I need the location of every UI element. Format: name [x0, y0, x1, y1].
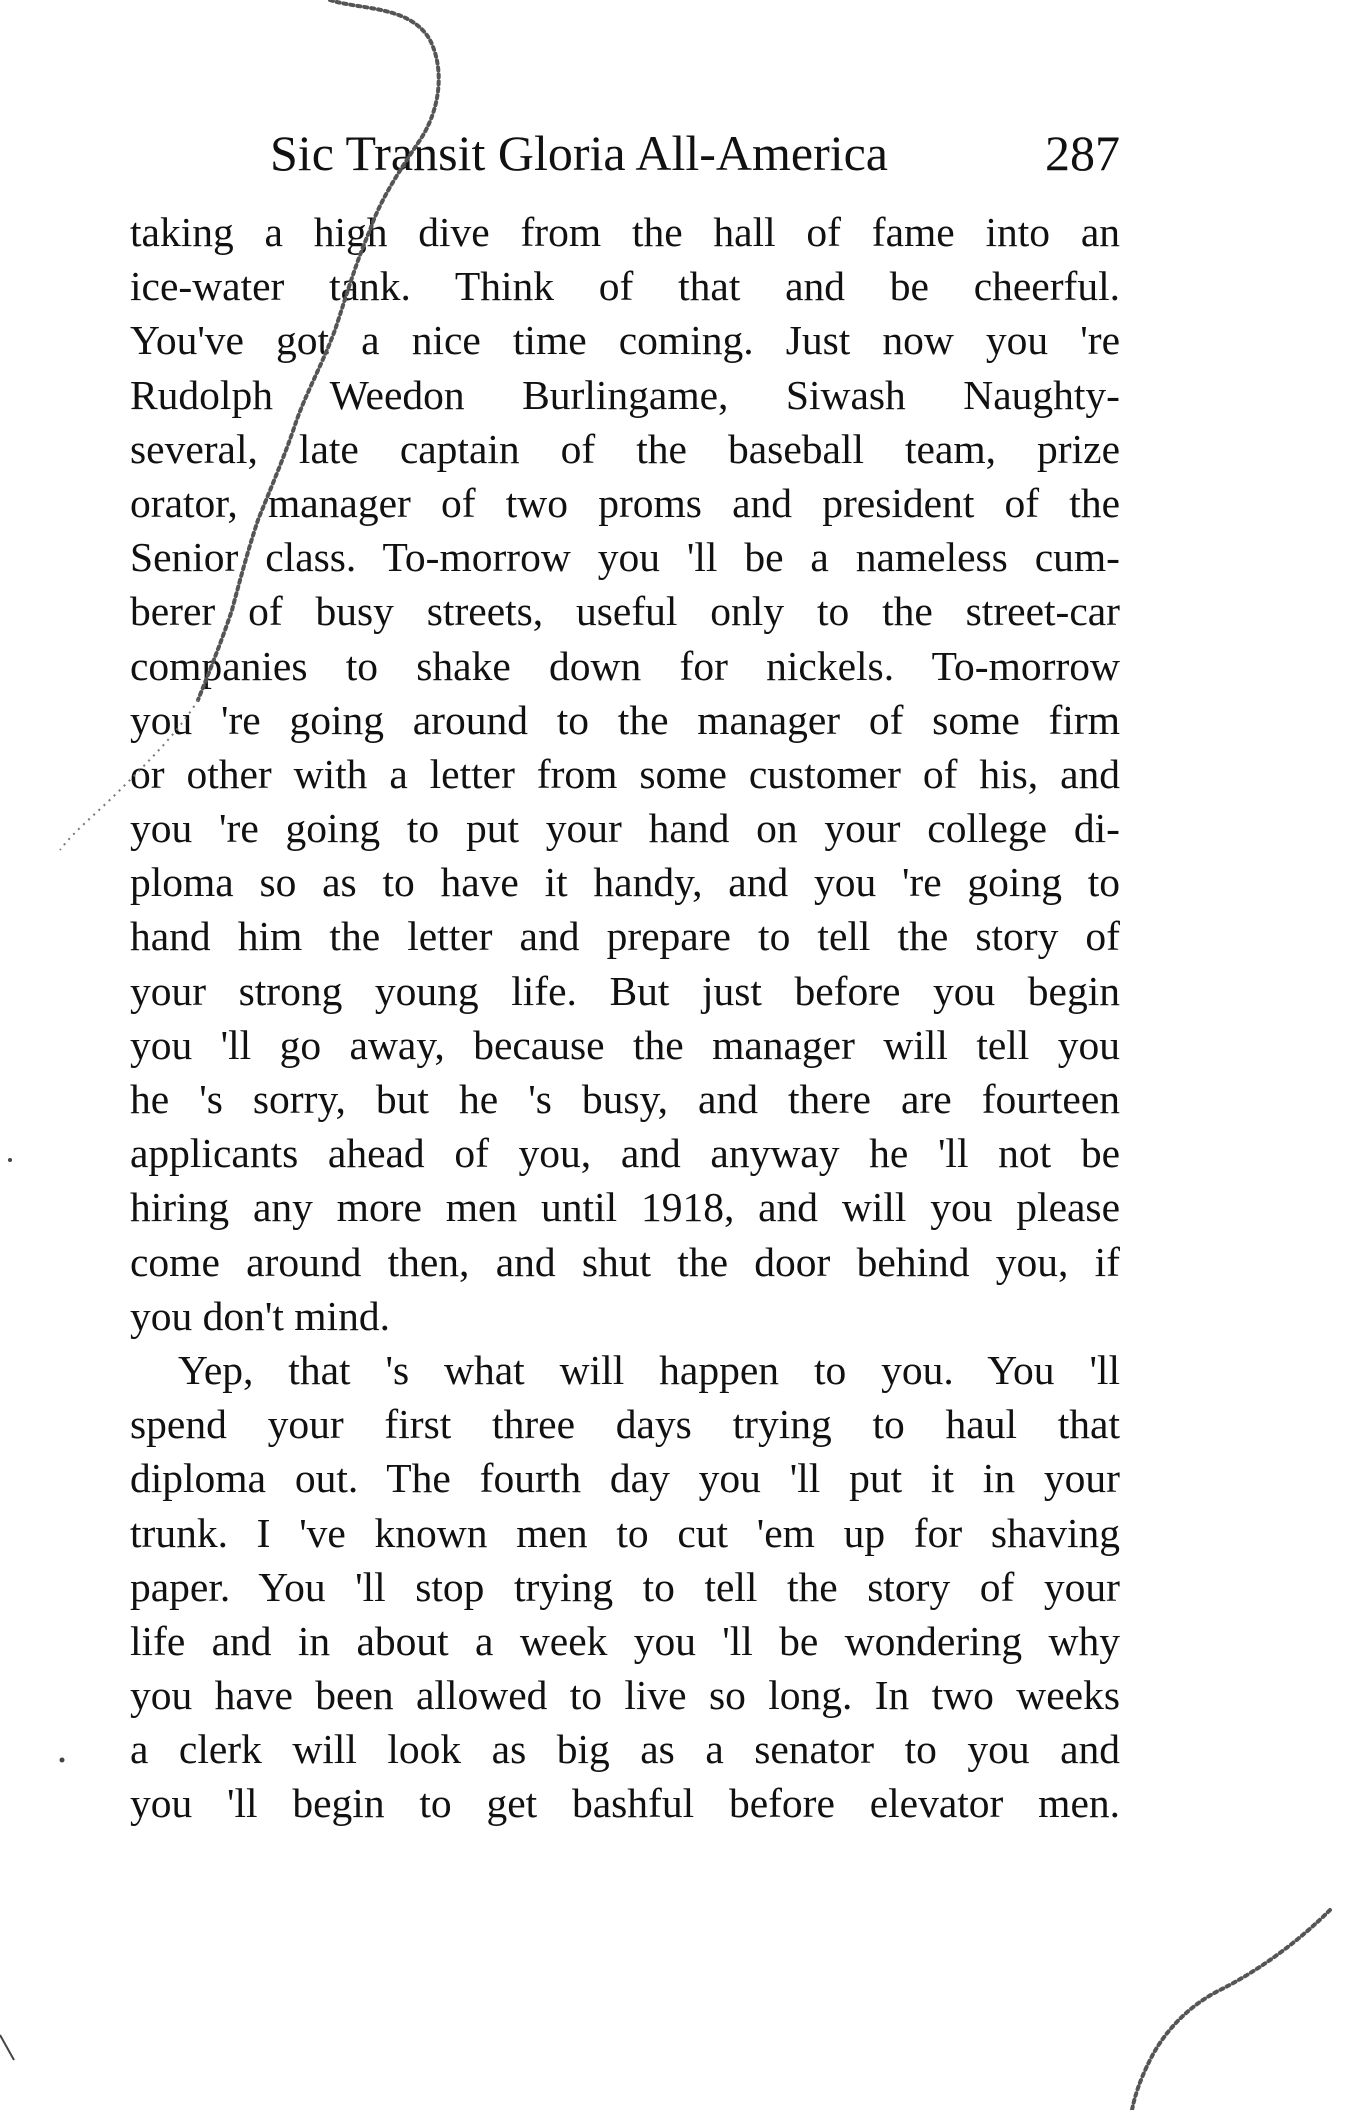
page-number: 287	[1045, 125, 1120, 181]
text-line: orator, manager of two proms and president of the	[130, 479, 1120, 526]
text-line: or other with a letter from some customer of his, and	[130, 750, 1120, 797]
text-line: taking a high dive from the hall of fame into an	[130, 209, 1120, 255]
text-line: he 's sorry, but he 's busy, and there are fourteen	[130, 1076, 1120, 1122]
text-line: Yep, that 's what will happen to you. You 'll	[178, 1346, 1120, 1393]
text-line: spend your first three days trying to haul that	[130, 1401, 1120, 1448]
text-line: you 're going around to the manager of some firm	[130, 696, 1120, 743]
text-line: you 'll go away, because the manager will tell you	[130, 1021, 1120, 1068]
text-line: trunk. I 've known men to cut 'em up for shaving	[130, 1509, 1120, 1556]
body-text	[130, 205, 1120, 1831]
text-line: paper. You 'll stop trying to tell the story of your	[130, 1563, 1120, 1610]
text-line: berer of busy streets, useful only to the street-car	[130, 588, 1120, 635]
text-line: applicants ahead of you, and anyway he 'll not be	[130, 1130, 1120, 1177]
text-line: your strong young life. But just before you begin	[130, 967, 1120, 1014]
text-line: you 're going to put your hand on your college di-	[130, 805, 1120, 852]
text-line: ice-water tank. Think of that and be cheerful.	[130, 263, 1120, 310]
text-line: come around then, and shut the door behind you, if	[130, 1238, 1120, 1285]
text-line: You've got a nice time coming. Just now you 're	[130, 317, 1120, 364]
text-line: you have been allowed to live so long. In two weeks	[130, 1672, 1120, 1719]
text-line: ploma so as to have it handy, and you 're going to	[130, 859, 1120, 906]
text-line: a clerk will look as big as a senator to you and	[130, 1726, 1120, 1773]
text-line: hand him the letter and prepare to tell the story of	[130, 913, 1120, 960]
text-line: companies to shake down for nickels. To-morrow	[130, 642, 1120, 689]
text-line: you 'll begin to get bashful before elevator men.	[130, 1780, 1120, 1827]
running-head	[130, 118, 1120, 188]
running-title: Sic Transit Gloria All-America	[270, 125, 888, 181]
text-line: hiring any more men until 1918, and will you please	[130, 1184, 1120, 1231]
text-line: Rudolph Weedon Burlingame, Siwash Naughty-	[130, 371, 1120, 418]
text-line: life and in about a week you 'll be wondering why	[130, 1617, 1120, 1664]
text-line: diploma out. The fourth day you 'll put it in your	[130, 1455, 1120, 1502]
text-line: you don't mind.	[130, 1292, 390, 1339]
text-line: Senior class. To-morrow you 'll be a nameless cum-	[130, 534, 1120, 581]
text-line: several, late captain of the baseball team, prize	[130, 425, 1120, 472]
